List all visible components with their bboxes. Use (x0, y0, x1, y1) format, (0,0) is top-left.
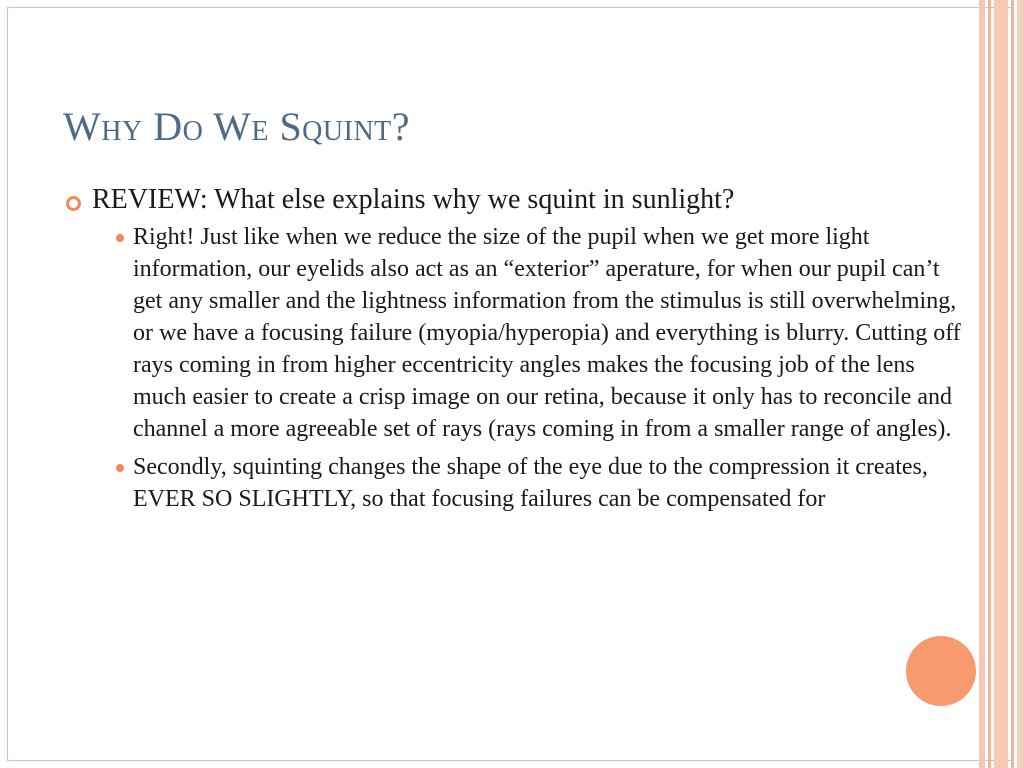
sub-bullet-item-right (92, 221, 965, 445)
bullet-item-review (63, 183, 961, 515)
decorative-stripe (988, 0, 991, 768)
sub-bullet-item-secondly (92, 451, 965, 515)
decorative-stripe (979, 0, 985, 768)
dot-bullet-icon (116, 464, 124, 472)
sub-bullet-text: Right! Just like when we reduce the size of the pupil when we get more light information, our eyelids also act as an “exterior” aperature, for when our pupil can’t get any smaller and the lightness information from the stimulus is still overwhelming, or we have a focusing failure (myopia/hyperopia) and everything is blurry. Cutting off rays coming in from higher eccentricity angles makes the focusing job of the lens much easier to create a crisp image on our retina, because it only has to reconcile and channel a more agreeable set of rays (rays coming in from a smaller range of angles). (133, 224, 961, 442)
slide-title: Why Do We Squint? (63, 104, 411, 149)
decorative-stripe (994, 0, 1008, 768)
decorative-circle (906, 636, 976, 706)
bullet-text: REVIEW: What else explains why we squint in sunlight? (92, 184, 735, 215)
decorative-stripe (1011, 0, 1014, 768)
sub-bullet-list (92, 221, 961, 515)
dot-bullet-icon (116, 234, 124, 242)
circle-bullet-icon (66, 196, 81, 211)
decorative-stripe (1017, 0, 1024, 768)
sub-bullet-text: Secondly, squinting changes the shape of the eye due to the compression it creates, EVER SO SLIGHTLY, so that focusing failures can be compensated for (133, 454, 928, 512)
slide-content (63, 183, 961, 521)
